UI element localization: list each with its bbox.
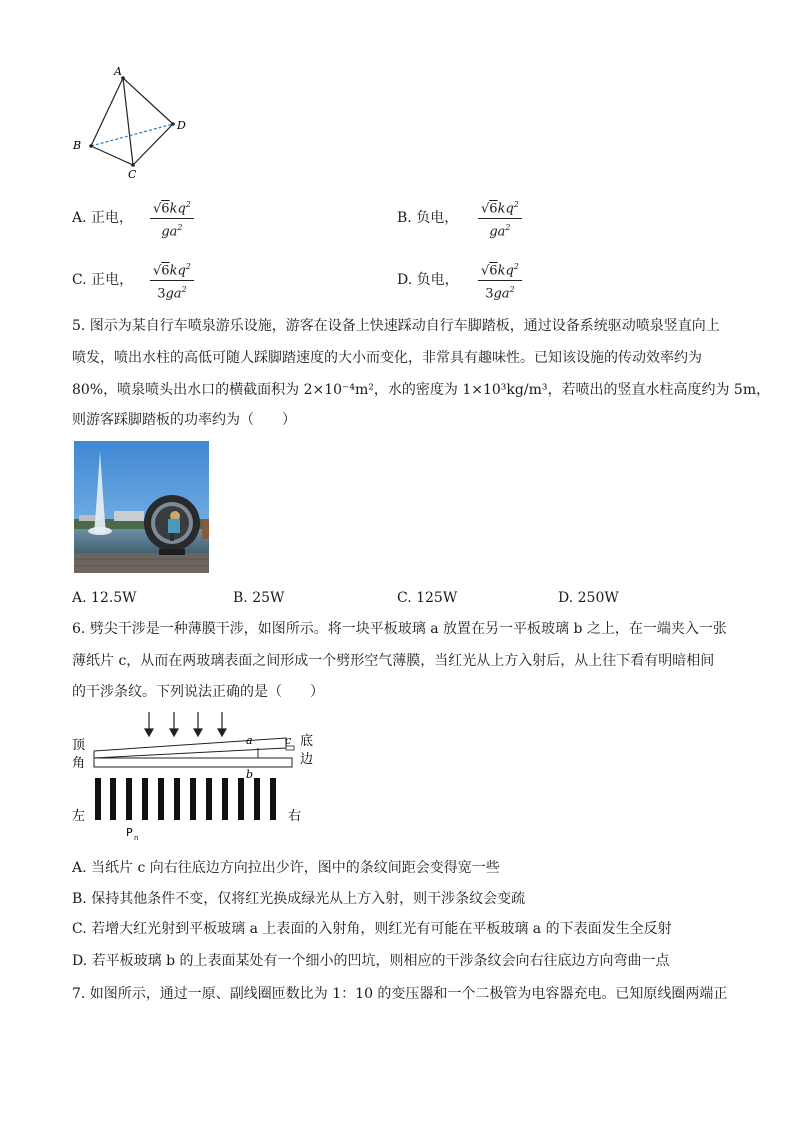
q5-option-c: C. 125W xyxy=(397,590,458,606)
q5-line-4: 则游客踩脚踏板的功率约为（ ） xyxy=(72,412,296,428)
q4-option-a-label: A. 正电， xyxy=(72,210,134,226)
q6-option-c: C. 若增大红光射到平板玻璃 a 上表面的入射角，则红光有可能在平板玻璃 a 的下表面发生全反射 xyxy=(72,921,672,937)
q6-option-d: D. 若平板玻璃 b 的上表面某处有一个细小的凹坑，则相应的干涉条纹会向右往底边方向弯曲一点 xyxy=(72,953,670,969)
q4-option-b-formula: $\frac{√6kq^2}{ga^2}$ xyxy=(478,196,522,242)
q5-line-1: 5. 图示为某自行车喷泉游乐设施，游客在设备上快速踩动自行车脚踏板，通过设备系统驱动喷泉竖直向上 xyxy=(72,318,720,334)
q4-option-d-formula: $\frac{√6kq^2}{3ga^2}$ xyxy=(478,258,522,304)
plate-a-label: a xyxy=(246,734,253,747)
q5-option-a: A. 12.5W xyxy=(72,590,137,606)
tetrahedron-figure xyxy=(65,62,205,182)
vertex-d-label: D xyxy=(177,119,186,132)
q6-option-b: B. 保持其他条件不变，仅将红光换成绿光从上方入射，则干涉条纹会变疏 xyxy=(72,891,526,907)
point-p-subscript: n xyxy=(134,834,139,842)
q4-option-b-label: B. 负电， xyxy=(397,210,459,226)
q4-option-a-formula: $\frac{√6kq^2}{ga^2}$ xyxy=(150,196,194,242)
q6-option-a: A. 当纸片 c 向右往底边方向拉出少许，图中的条纹间距会变得宽一些 xyxy=(72,860,500,876)
plate-b-label: b xyxy=(246,768,254,781)
q4-option-c-formula: $\frac{√6kq^2}{3ga^2}$ xyxy=(150,258,194,304)
label-base-1: 底 xyxy=(300,734,314,749)
q4-option-c-label: C. 正电， xyxy=(72,272,134,288)
q5-line-2: 喷发，喷出水柱的高低可随人踩脚踏速度的大小而变化，非常具有趣味性。已知该设施的传动效率约为 xyxy=(72,350,702,366)
label-apex-2: 角 xyxy=(72,756,86,771)
vertex-a-label: A xyxy=(114,65,122,78)
label-apex-1: 顶 xyxy=(72,738,86,753)
q4-option-d-label: D. 负电， xyxy=(397,272,459,288)
point-p-label: P xyxy=(126,826,133,839)
q5-option-d: D. 250W xyxy=(558,590,619,606)
vertex-c-label: C xyxy=(128,168,137,181)
fountain-bicycle-photo xyxy=(74,441,209,573)
q5-option-b: B. 25W xyxy=(233,590,285,606)
incident-light-arrows xyxy=(145,712,226,736)
interference-fringes xyxy=(95,778,276,820)
label-base-2: 边 xyxy=(300,752,314,767)
q6-line-1: 6. 劈尖干涉是一种薄膜干涉，如图所示。将一块平板玻璃 a 放置在另一平板玻璃 b 之上，在一端夹入一张 xyxy=(72,621,727,637)
label-left: 左 xyxy=(72,809,86,824)
wedge-interference-figure xyxy=(70,708,314,850)
q7-line-1: 7. 如图所示，通过一原、副线圈匝数比为 1：10 的变压器和一个二极管为电容器充电。已知原线圈两端正 xyxy=(72,986,728,1002)
label-right: 右 xyxy=(288,809,302,824)
q6-line-3: 的干涉条纹。下列说法正确的是（ ） xyxy=(72,684,324,700)
q6-line-2: 薄纸片 c，从而在两玻璃表面之间形成一个劈形空气薄膜，当红光从上方入射后，从上往下看有明暗相间 xyxy=(72,653,715,669)
vertex-b-label: B xyxy=(73,139,82,152)
paper-c-label: c xyxy=(285,734,292,747)
q5-line-3: 80%，喷泉喷头出水口的横截面积为 2×10⁻⁴m²，水的密度为 1×10³kg/m³，若喷出的竖直水柱高度约为 5m， xyxy=(72,382,771,398)
